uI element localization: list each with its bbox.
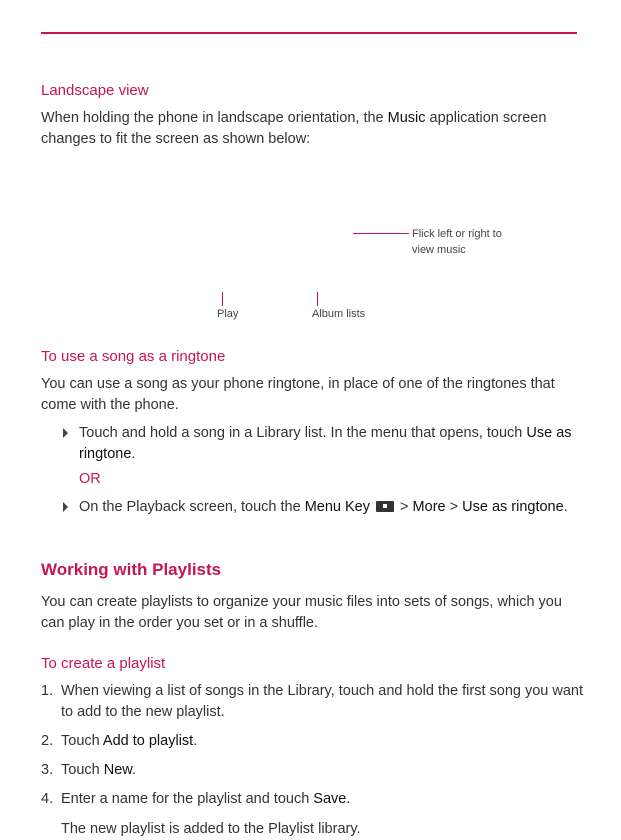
- flick-callout-line2: view music: [412, 244, 466, 256]
- ringtone-b1-text-e: .: [131, 446, 136, 462]
- create-playlist-heading: To create a playlist: [41, 655, 166, 672]
- step-1: [41, 681, 586, 723]
- bullet-arrow-icon: [63, 428, 68, 438]
- ringtone-b1-text-c: In the menu that opens, touch: [326, 425, 527, 441]
- step-2-number: 2.: [41, 733, 54, 749]
- landscape-text-a: When holding the phone in landscape orientation, the: [41, 110, 388, 126]
- step-2-period: .: [193, 733, 198, 749]
- album-callout: Album lists: [312, 308, 366, 320]
- ringtone-b2-period: .: [563, 499, 568, 515]
- music-term: Music: [387, 110, 426, 126]
- album-callout-line: [317, 292, 318, 306]
- flick-callout: [412, 226, 502, 258]
- step-3-period: .: [131, 762, 136, 778]
- use-as-ringtone-term: Use as ringtone: [79, 425, 572, 462]
- playlists-paragraph: You can create playlists to organize your music files into sets of songs, which you can play in the order you set or in a shuffle.: [41, 594, 562, 631]
- menu-key-icon: [376, 501, 394, 512]
- step-3: [41, 760, 586, 781]
- more-term: More: [412, 499, 446, 515]
- step-4: [41, 789, 586, 810]
- flick-callout-line: [353, 233, 409, 234]
- step-3-number: 3.: [41, 762, 54, 778]
- use-as-ringtone-term-2: Use as ringtone: [462, 499, 564, 515]
- ringtone-paragraph: You can use a song as your phone ringtone, in place of one of the ringtones that come with the phone.: [41, 376, 555, 413]
- step-4-text-a: Enter a name for the playlist and touch: [61, 791, 314, 807]
- step-3-text-a: Touch: [61, 762, 104, 778]
- ringtone-bullet-2: [64, 497, 584, 518]
- step-4-number: 4.: [41, 791, 54, 807]
- landscape-heading: Landscape view: [41, 82, 149, 99]
- ringtone-bullet-1: [64, 423, 584, 465]
- ringtone-b1-text-a: Touch and hold a song in a Library list: [79, 425, 323, 441]
- flick-callout-line1: Flick left or right to: [412, 228, 502, 240]
- playlists-heading: Working with Playlists: [41, 560, 222, 579]
- play-callout-line: [222, 292, 223, 306]
- step-2: [41, 731, 586, 752]
- landscape-paragraph: [41, 108, 586, 150]
- menu-key-term: Menu Key: [304, 499, 370, 515]
- ringtone-b2-text-a: On the Playback screen, touch the: [79, 499, 305, 515]
- new-term: New: [103, 762, 132, 778]
- ringtone-b2-sep2: >: [445, 499, 463, 515]
- step-2-text-a: Touch: [61, 733, 103, 749]
- play-callout: Play: [217, 308, 239, 320]
- ringtone-b2-sep1: >: [396, 499, 413, 515]
- save-term: Save.: [313, 791, 351, 807]
- landscape-text-c: application screen changes to fit the screen as shown below:: [41, 110, 547, 147]
- add-to-playlist-term: Add to playlist: [102, 733, 194, 749]
- step-4-note: [41, 819, 586, 840]
- ringtone-heading: To use a song as a ringtone: [41, 348, 226, 365]
- bullet-arrow-icon: [63, 502, 68, 512]
- or-separator: OR: [79, 471, 101, 487]
- top-rule: [41, 32, 577, 34]
- ringtone-b1-period: .: [322, 425, 327, 441]
- step-1-number: 1.: [41, 683, 54, 699]
- step-1-text: When viewing a list of songs in the Library, touch and hold the first song you want to add to the new playlist.: [61, 683, 584, 720]
- step-4-note-text: The new playlist is added to the Playlist library.: [61, 821, 361, 837]
